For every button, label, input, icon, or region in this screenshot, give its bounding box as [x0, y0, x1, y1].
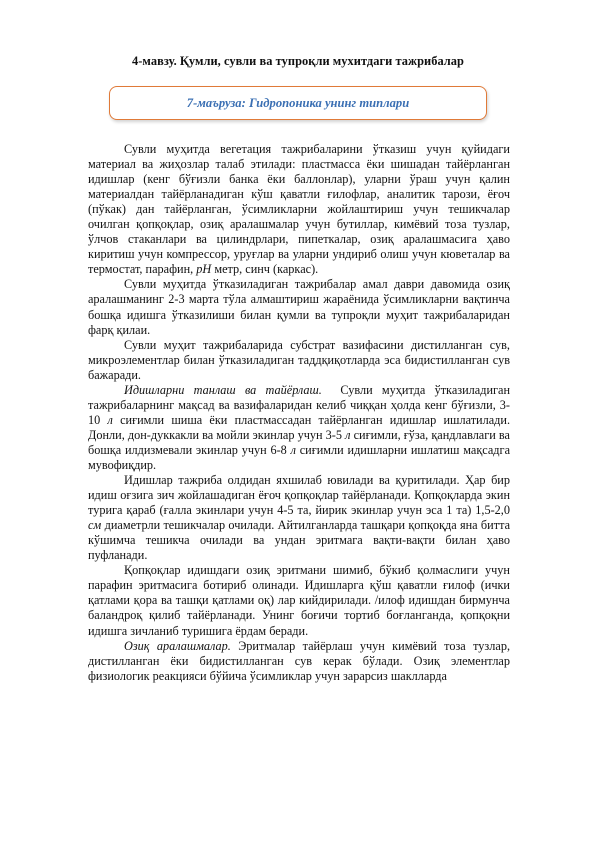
paragraph-2: Сувли муҳитда ўтказиладиган тажрибалар амал даври давомида озиқ аралашманинг 2-3 марта тўла алмаштириш жараёнида ўсимликларни вақтинча бошқа идишга ўтказилиши билан қумли ва тупроқли муҳит тажрибаларидан фарқ қилаи.	[88, 277, 510, 337]
section-heading-containers: Идишларни танлаш ва тайёрлаш.	[124, 382, 322, 397]
body-text	[88, 142, 510, 684]
paragraph-6: Қопқоқлар идишдаги озиқ эритмани шимиб, бўкиб қолмаслиги учун парафин эритмасига ботириб олинади. Идишларга қўш қаватли ғилоф (ички қатлами қора ва ташқи қатлами оқ) лар кийдирилади. /илоф идишдан бирмунча баландроқ қилиб тайёрланади. Унинг боғичи тортиб боғланганда, қопқоқни идишга зичланиб туришига ёрдам беради.	[88, 563, 510, 638]
paragraph-7: Озиқ аралашмалар. Эритмалар тайёрлаш учун кимёвий тоза тузлар, дистилланган ёки бидистилланган сув керак бўлади. Озиқ элементлар физиологик реакцияси бўйича ўсимликлар учун зарарсиз шаклларда	[88, 638, 511, 683]
unit-litre: л	[345, 427, 351, 442]
unit-centimetre: см	[88, 518, 102, 533]
section-heading-nutrient-mixtures: Озиқ аралашмалар.	[124, 638, 231, 653]
document-title: 4-мавзу. Қумли, сувли ва тупроқли мухитдаги тажрибалар	[132, 54, 464, 68]
unit-litre: л	[290, 442, 296, 457]
unit-litre: л	[107, 412, 113, 427]
lecture-title: 7-маъруза: Гидропоника унинг типлари	[186, 95, 410, 110]
paragraph-1: Сувли муҳитда вегетация тажрибаларини ўтказиш учун қуйидаги материал ва жиҳозлар талаб этилади: пластмасса ёки шишадан тайёрланган идишлар (кенг бўғизли банка ёки баллонлар), уларни ўраш учун қалин материалдан тайёрланадиган кўш қаватли ғилофлар, аналитик тарози, ёғоч (пўкак) дан тайёрланган, ўсимликларни жойлаштириш учун тешикчалар очилган қопқоқлар, озиқ аралашмалар учун бутиллар, кимёвий тоза тузлар, ўлчов стаканлари ва цилиндрлари, пипеткалар, озиқ аралашмасига ҳаво киритиш учун компрессор, уруғлар ва уларни ундириб олиш учун кюветалар ва термостат, парафин, pH метр, синч (каркас).	[88, 142, 510, 277]
lecture-title-box	[109, 86, 487, 120]
ph-symbol: pH	[196, 262, 212, 277]
paragraph-5: Идишлар тажриба олдидан яхшилаб ювилади ва қуритилади. Ҳар бир идиш оғзига зич жойлашадиган ёғоч қопқоқлар тайёрланади. Қопқоқларда экин турига қараб (ғалла экинлари учун 4-5 та, йирик экинлар учун эса 1 та) 1,5-2,0 см диаметрли тешикчалар очилади. Айтилганларда ташқари қопқоқда яна битта кўшимча тешикча очилади ва ундан эритмага вақти-вақти билан ҳаво пуфланади.	[88, 473, 511, 563]
paragraph-4: Идишларни танлаш ва тайёрлаш. Сувли муҳитда ўтказиладиган тажрибаларнинг мақсад ва вазифаларидан келиб чиққан ҳолда кенг бўғизли, 3-10 л сиғимли шиша ёки пластмассадан тайёрланган идишлар ишлатилади. Донли, дон-дуккакли ва мойли экинлар учун 3-5 л сиғимли, ғўза, қандлавлаги ва бошқа илдизмевали экинлар учун 6-8 л сиғимли идишларни ишлатиш мақсадга мувофиқдир.	[88, 382, 511, 472]
paragraph-3: Сувли муҳит тажрибаларида субстрат вазифасини дистилланган сув, микроэлементлар билан ўтказиладиган таддқиқотларда эса бидистилланган сув бажаради.	[88, 337, 510, 382]
